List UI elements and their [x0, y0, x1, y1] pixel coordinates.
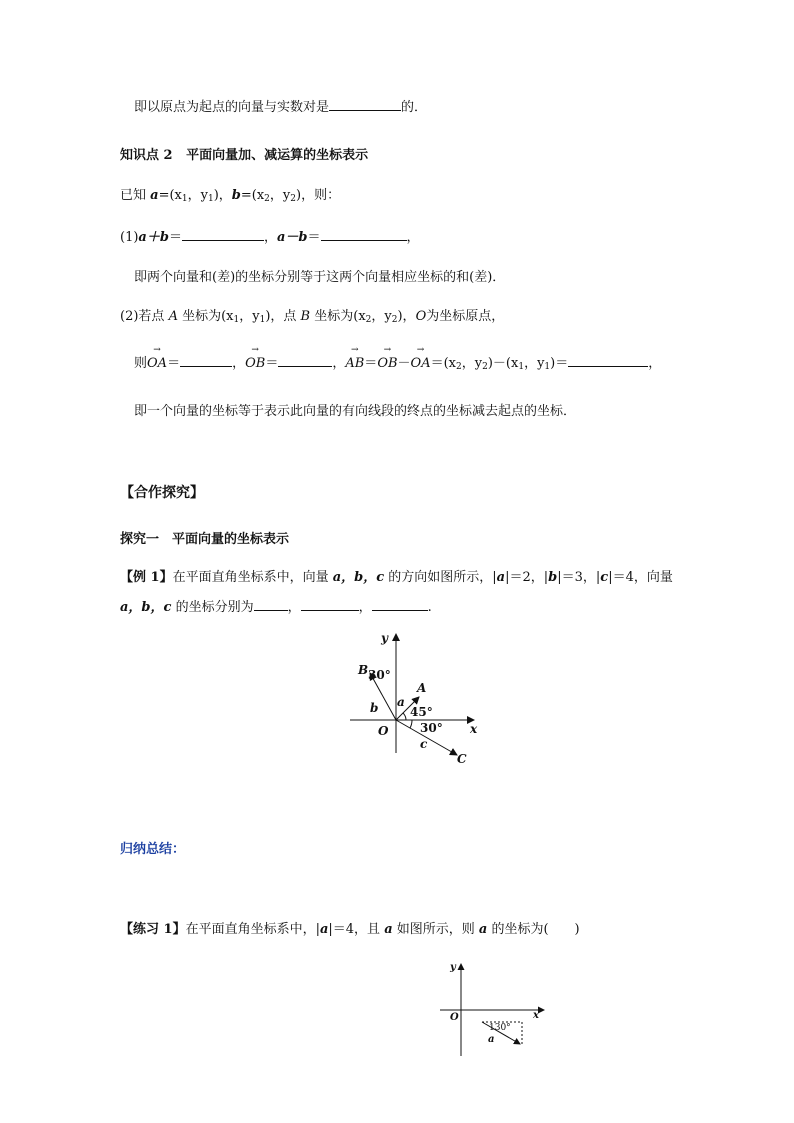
angle-45-arc — [403, 713, 406, 720]
comma-2: ， — [332, 356, 346, 371]
item1-eq1: ＝ — [168, 230, 182, 245]
example1-line1 — [120, 566, 673, 585]
practice-vector-a2: a — [384, 922, 393, 937]
practice-text2: |＝4，且 — [328, 922, 385, 937]
practice-tag: 【练习 1】 — [120, 922, 186, 937]
given-mid2: ，y — [269, 188, 291, 203]
example-text4: |＝3，| — [557, 570, 601, 585]
item1-note: 即两个向量和(差)的坐标分别等于这两个向量相应坐标的和(差)． — [134, 270, 506, 285]
knowledge-point-heading — [120, 144, 368, 163]
given-pre: 已知 — [120, 188, 151, 203]
item2-text2: 坐标为(x — [177, 309, 234, 324]
OA-blank — [180, 355, 232, 367]
knowledge-point-title: 平面向量加、减运算的坐标表示 — [186, 148, 369, 163]
item1-label: (1) — [120, 230, 139, 245]
vector-a-mag: a — [496, 570, 506, 585]
practice1-figure — [436, 958, 551, 1058]
fig2-angle-label: 130° — [489, 1023, 511, 1033]
item2-text7: )， — [397, 309, 416, 324]
intro-line — [134, 96, 427, 115]
fig2-vector-a-label: a — [488, 1034, 495, 1045]
vector-OB: → OB — [245, 356, 265, 371]
item2-note: 即一个向量的坐标等于表示此向量的有向线段的终点的坐标减去起点的坐标． — [134, 404, 577, 419]
given-mid1: ，y — [187, 188, 208, 203]
practice-text3: 如图所示，则 — [392, 922, 479, 937]
practice-vector-a3: a — [478, 922, 488, 937]
vector-OB-2: → OB — [377, 356, 397, 371]
point-A-label: A — [417, 681, 427, 695]
given-close1: )， — [213, 188, 232, 203]
item2-vector-line: 则→ OA＝ ，→ OB＝ ，→ $AB=\to OB-\to OA=(x_2$，$y_2)-(x_1$，$y_1)=$ ， — [134, 352, 661, 372]
given-eq1: =(x — [158, 188, 182, 203]
example-text1: 在平面直角坐标系中，向量 — [172, 570, 333, 585]
item2-text8: 为坐标原点， — [426, 309, 505, 324]
sum-blank — [182, 229, 264, 241]
example-end: . — [427, 600, 432, 615]
knowledge-point-label: 知识点 2 — [120, 148, 173, 163]
eq-result: ＝ — [430, 356, 444, 371]
item2-text3: ，y — [239, 309, 260, 324]
example-text2: 的方向如图所示，| — [384, 570, 497, 585]
point-B-label: B — [358, 663, 369, 677]
item2-line: (2)若点 A 坐标为($x_1$，$y_1$)，点 B 坐标为($x_2$，$y_2$)，O为坐标原点， — [120, 309, 505, 325]
vector-c-label: c — [420, 737, 428, 751]
tail3: )－(x — [487, 356, 519, 371]
comma-3: ， — [648, 356, 662, 371]
item2-text6: ，y — [371, 309, 392, 324]
origin-label: O — [378, 724, 389, 738]
tail5: )＝ — [550, 356, 569, 371]
tail4: ，y — [524, 356, 545, 371]
section-heading: 【合作探究】 — [120, 485, 204, 501]
intro-text: 即以原点为起点的向量与实数对是 — [134, 100, 330, 115]
explore-heading: 探究一 平面向量的坐标表示 — [120, 532, 290, 547]
sep-2: ， — [358, 600, 372, 615]
point-C-label: C — [457, 752, 467, 766]
AB-blank — [568, 355, 648, 367]
fig2-x-label: x — [533, 1010, 539, 1021]
intro-text-end: 的． — [401, 100, 428, 115]
minus: － — [397, 356, 411, 371]
vectors-abc-2: a，b，c — [120, 600, 172, 615]
eq-OA: ＝ — [167, 356, 181, 371]
fig2-origin-label: O — [450, 1012, 459, 1023]
a-coord-blank — [254, 599, 288, 611]
comma-1: ， — [232, 356, 246, 371]
vector-b: b — [231, 188, 241, 203]
tail2: ，y — [461, 356, 483, 371]
diff-expression: a－b — [276, 230, 308, 245]
b-coord-blank — [301, 599, 359, 611]
vector-c-mag: c — [600, 570, 609, 585]
diff-blank — [321, 229, 407, 241]
vector-OA-2: → OA — [411, 356, 431, 371]
item2-text5: 坐标为(x — [310, 309, 366, 324]
item1-end: ， — [406, 230, 420, 245]
vector-b-label: b — [370, 701, 379, 715]
c-coord-blank — [372, 599, 428, 611]
example1-figure — [340, 628, 490, 773]
practice-text4: 的坐标为( ) — [487, 922, 580, 937]
answer-blank — [329, 99, 401, 111]
sum-expression: a＋b — [138, 230, 169, 245]
practice-text1: 在平面直角坐标系中，| — [185, 922, 320, 937]
given-line: 已知 $a=(x_1$，$y_1$)，$b=(x_2$，$y_2$)，则： — [120, 188, 341, 204]
point-O: O — [415, 309, 427, 324]
y-axis-label: y — [381, 631, 388, 645]
practice-vector-a1: a — [319, 922, 329, 937]
tail1: (x — [443, 356, 457, 371]
example-text5: |＝4，向量 — [608, 570, 673, 585]
vectors-abc: a，b，c — [332, 570, 385, 585]
x-axis-label: x — [470, 722, 478, 736]
item1-eq2: ＝ — [307, 230, 321, 245]
example-line2-text: 的坐标分别为 — [171, 600, 254, 615]
vector-a: a — [150, 188, 159, 203]
vector-a-label: a — [397, 695, 405, 709]
point-A: A — [168, 309, 178, 324]
sep-1: ， — [287, 600, 301, 615]
vector-AB: → AB — [345, 356, 364, 371]
vector-OA: → OA — [147, 356, 167, 371]
item2-text4: )，点 — [265, 309, 301, 324]
item1-sep: ， — [263, 230, 277, 245]
angle-30-top-label: 30° — [368, 668, 391, 682]
angle-45-label: 45° — [410, 705, 433, 719]
point-B: B — [300, 309, 311, 324]
item2-text1: (2)若点 — [120, 309, 169, 324]
example-tag: 【例 1】 — [120, 570, 173, 585]
vector-b-mag: b — [548, 570, 558, 585]
eq-AB: ＝ — [364, 356, 378, 371]
example-text3: |＝2，| — [505, 570, 549, 585]
fig2-y-label: y — [450, 962, 456, 973]
item1-line — [120, 226, 420, 245]
eq-OB: ＝ — [265, 356, 279, 371]
practice1-line — [120, 918, 580, 937]
given-close2: )，则： — [296, 188, 341, 203]
OB-blank — [278, 355, 332, 367]
given-eq2: =(x — [240, 188, 265, 203]
summary-heading: 归纳总结： — [120, 842, 186, 857]
angle-30-bottom-label: 30° — [420, 721, 443, 735]
example1-line2 — [120, 596, 432, 615]
item2-pre: 则 — [134, 356, 148, 371]
angle-30-arc — [410, 720, 412, 728]
